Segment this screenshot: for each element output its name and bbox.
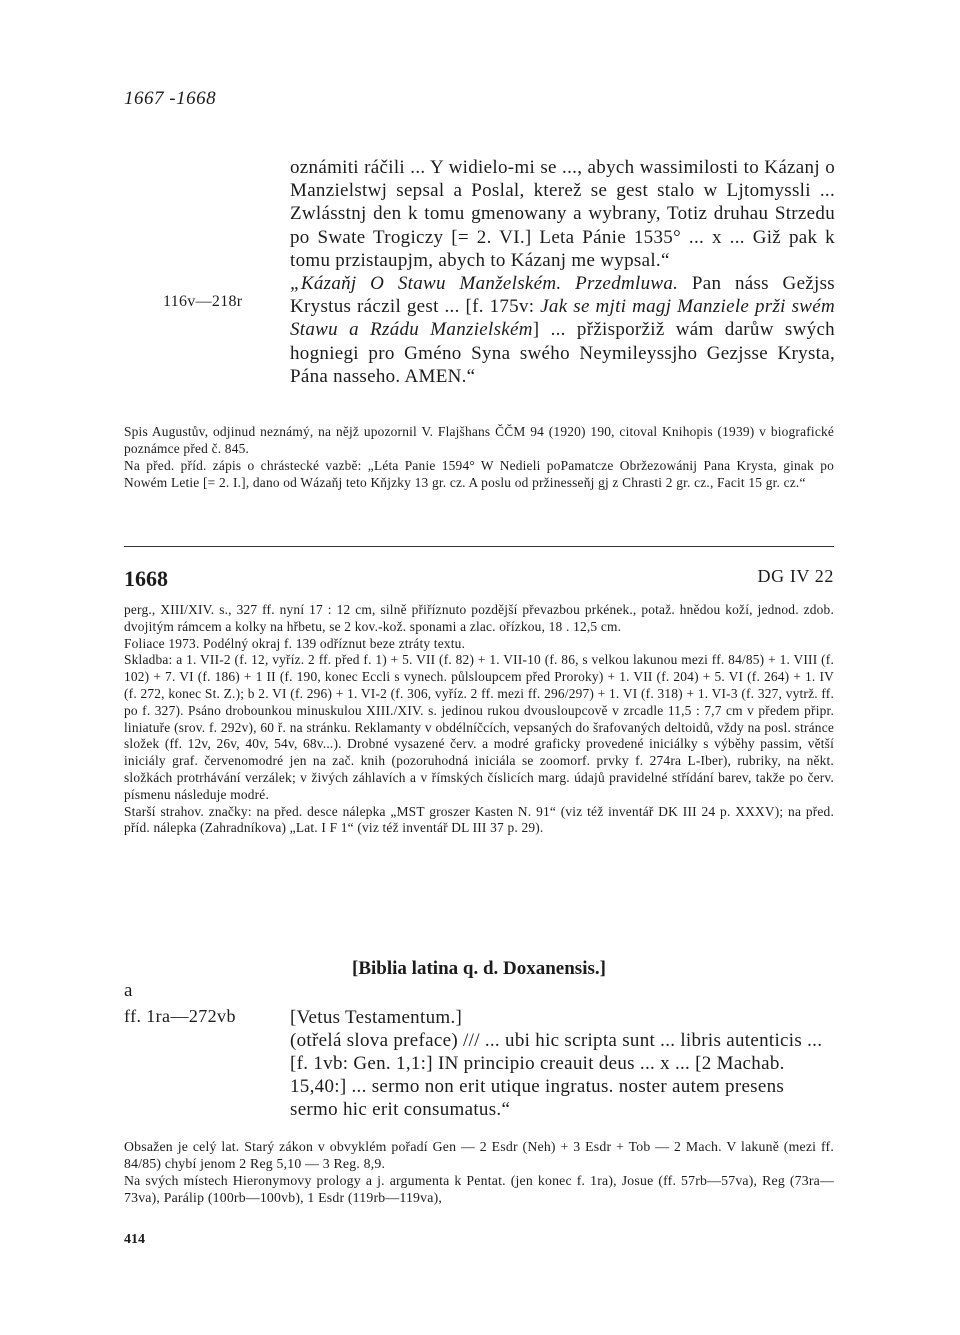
content-block: [290, 1006, 835, 1121]
description-paragraph: perg., XIII/XIV. s., 327 ff. nyní 17 : 12 cm, silně přiříznuto pozdější převazbou prkének., potaž. hnědou koží, jednod. zdob. dvojitým rámcem a kolky na hřbetu, se 2 kov.-kož. sponami a zlac. ořízkou, 18 . 12,5 cm.: [124, 602, 834, 634]
description-block: [124, 602, 834, 837]
running-head: 1667 -1668: [124, 88, 217, 109]
content-line: (otřelá slova preface) /// ... ubi hic scripta sunt ... libris autenticis ... [f. 1vb: Gen. 1,1:] IN principio creauit deus ... x ... [2 Machab. 15,40:] ... sermo non erit utique ingratus. noster autem presens sermo hic erit consumatus.“: [290, 1030, 823, 1120]
note-paragraph: Na před. příd. zápis o chrástecké vazbě: „Léta Panie 1594° W Nedieli poPamatcze Obržezowánij Pana Krysta, ginak po Nowém Letie [= 2. I.], dano od Wázaňj teto Kňjzky 13 gr. cz. A poslu od pržinesseňj gj z Chrasti 2 gr. cz., Facit 15 gr. cz.“: [124, 458, 834, 490]
page-number: 414: [124, 1232, 145, 1247]
quote-text-a: Pan náss Gežjss Krystus ráczil gest ... [f. 175v:: [290, 273, 835, 318]
shelf-signature: DG IV 22: [757, 566, 834, 586]
bottom-note: Na svých místech Hieronymovy prology a j. argumenta k Pentat. (jen konec f. 1ra), Josue (ff. 57rb—57va), Reg (73ra—73va), Parálip (100rb—100vb), 1 Esdr (119rb—119va),: [124, 1173, 834, 1205]
folio-ref-label: 116v—218r: [163, 293, 243, 310]
quote-italic-b: Jak se mjti magj Manziele prži swém Stawu a Rzádu Manzielském: [290, 296, 835, 341]
note-block-1667: [124, 423, 834, 491]
quote-text-c: ] ... přžisporžiž wám darůw swých hogniegi pro Gméno Syna swého Neymileyssjho Gezjsse Krysta, Pána nasseho. AMEN.“: [290, 319, 835, 387]
description-paragraph: Foliace 1973. Podélný okraj f. 139 odříznut beze ztráty textu.: [124, 635, 466, 651]
description-paragraph: Starší strahov. značky: na před. desce nálepka „MST groszer Kasten N. 91“ (viz též inventář DK III 24 p. XXXV); na před. příd. nálepka (Zahradníkova) „Lat. I F 1“ (viz též inventář DL III 37 p. 29).: [124, 803, 834, 836]
note-paragraph: Spis Augustův, odjinud neznámý, na nějž upozornil V. Flajšhans ČČM 94 (1920) 190, citoval Knihopis (1939) v biografické poznámce před č. 845.: [124, 424, 834, 456]
folio-range: ff. 1ra—272vb: [124, 1006, 236, 1026]
manuscript-number: 1668: [124, 566, 168, 591]
section-letter: a: [124, 980, 133, 1001]
quote-opening: oznámiti ráčili ... Y widielo-mi se ..., abych wassimilosti to Kázanj o Manzielstwj sepsal a Poslal, kterež se gest stalo w Ljtomyssli ... Zwlásstnj den k tomu gmenowany a wybrany, Totiz druhau Strzedu po Swate Trogiczy [= 2. VI.] Leta Pánie 1535° ... x ... Giž pak k tomu przistaupjm, abych to Kázanj me wypsal.“: [290, 157, 835, 271]
work-title: [Biblia latina q. d. Doxanensis.]: [352, 958, 606, 979]
quote-block-1667: [290, 156, 835, 388]
content-line: [Vetus Testamentum.]: [290, 1007, 463, 1028]
section-divider: [124, 546, 834, 547]
bottom-notes: [124, 1138, 834, 1206]
quote-title: „Kázaňj O Stawu Manželském. Przedmluwa.: [290, 273, 679, 295]
quote-continuation: [290, 272, 835, 388]
bottom-note: Obsažen je celý lat. Starý zákon v obvyklém pořadí Gen — 2 Esdr (Neh) + 3 Esdr + Tob — 2 Mach. V lakuně (mezi ff. 84/85) chybí jenom 2 Reg 5,10 — 3 Reg. 8,9.: [124, 1139, 834, 1171]
description-paragraph: Skladba: a 1. VII-2 (f. 12, vyříz. 2 ff. před f. 1) + 5. VII (f. 82) + 1. VII-10 (f. 86, s velkou lakunou mezi ff. 84/85) + 1. VIII (f. 102) + 7. VI (f. 186) + 1 II (f. 190, konec Eccli s vynech. půlsloupcem před Proroky) + 1. VII (f. 204) + 5. VI (f. 264) + 1. IV (f. 272, konec St. Z.); b 2. VI (f. 296) + 1. VI-2 (f. 306, vyříz. 2 ff. mezi ff. 296/297) + 1. VI (f. 318) + 1. VI-3 (f. 327, vytrž. ff. po f. 327). Psáno drobounkou minuskulou XIII./XIV. s. jedinou rukou dvousloupcově v zrcadle 11,5 : 7,7 cm v předem připr. liniatuře (srov. f. 292v), 60 ř. na stránku. Reklamanty v obdélníčcích, vepsaných do šrafovaných deltoidů, vždy na posl. stránce složek (ff. 12v, 26v, 40v, 54v, 68v...). Drobné vysazené červ. a modré graficky provedené iniciálky s výběhy passim, větší iniciály graf. červenomodré jen na zač. knih (pozoruhodná iniciála se zoomorf. prvky f. 274ra L-Iber), rubriky, na někt. složkách protrhávání verzálek; v živých záhlavích a v římských číslicích marg. údajů pravidelné střídání barev, takže po červ. písmenu následuje modré.: [124, 652, 834, 802]
